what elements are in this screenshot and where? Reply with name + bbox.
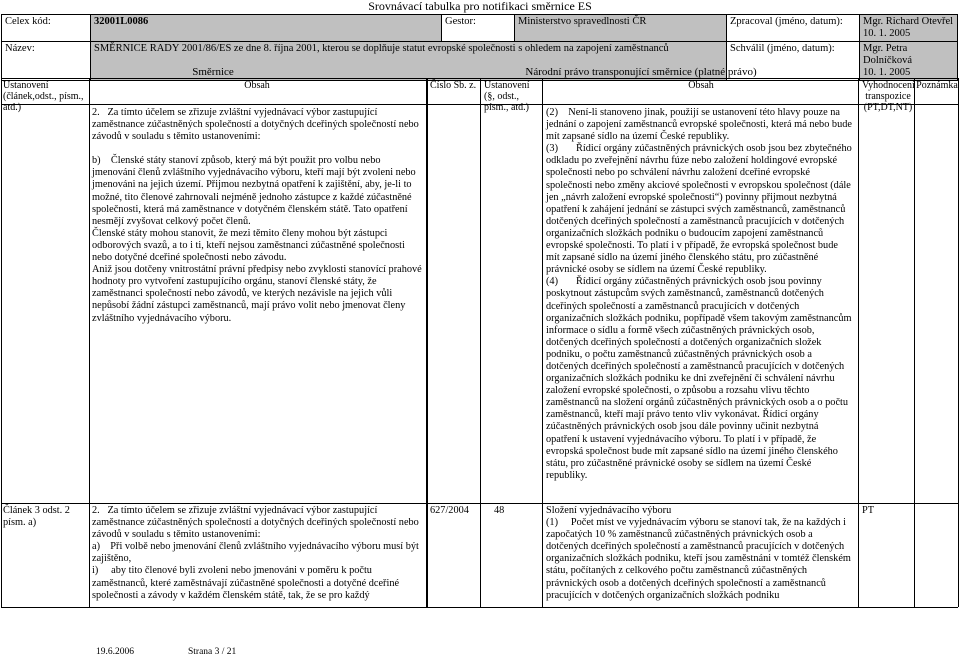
zpracoval-label: Zpracoval (jméno, datum):	[727, 15, 860, 42]
zpracoval-date: 10. 1. 2005	[863, 28, 911, 39]
row2-ustanoveni: Článek 3 odst. 2 písm. a)	[3, 505, 70, 529]
col-poznamka: Poznámka	[916, 80, 958, 91]
row1-left-p3: Členské státy mohou stanovit, že mezi těmito členy mohou být zástupci odborových svazů, a to i ti, kteří nejsou zaměstnanci zúčastněné společnosti nebo dotyčné dceřiné společnosti nebo závodu.	[92, 227, 405, 264]
row1-right-p1: (2) Není-li stanoveno jinak, použijí se ustanovení této hlavy pouze na jednání o zapojení zaměstnanců evropské společnosti, která má nebo bude mít zapsané sídlo na území České republiky.	[546, 107, 852, 143]
col-ustanoveni-left: Ustanovení (článek,odst., písm., atd.)	[3, 80, 84, 113]
zpracoval-value: Mgr. Richard Otevřel	[863, 16, 954, 27]
col-vyhodnoceni: Vyhodnocení transpozice (PT,DT,NT)	[862, 80, 915, 113]
gestor-value: Ministerstvo spravedlnosti ČR	[515, 15, 727, 42]
footer-date: 19.6.2006	[96, 647, 134, 657]
row1-left-p1: 2. Za tímto účelem se zřizuje zvláštní vyjednávací výbor zastupující zaměstnance zúčastněných společností a dotyčných dceřiných společností nebo závodů v souladu s těmito ustanoveními:	[92, 107, 419, 143]
schvalil-date: 10. 1. 2005	[863, 67, 911, 78]
col-obsah-right: Obsah	[688, 80, 714, 91]
row1-left-p4: Aniž jsou dotčeny vnitrostátní právní předpisy nebo zvyklosti stanovící prahové hodnoty pro vytvoření zastupujícího orgánu, stanoví členské státy, že zaměstnanci společností nebo závodů, ve kterých nezávisle na jejich vůli nepůsobí žádní zástupci zaměstnanců, mají právo volit nebo jmenovat členy zvláštního vyjednávacího výboru.	[92, 264, 422, 324]
row2-paragraf: 48	[494, 505, 505, 516]
section-smernice: Směrnice	[192, 66, 234, 78]
col-cislo: Číslo Sb. z.	[430, 80, 477, 91]
schvalil-label: Schválil (jméno, datum):	[727, 42, 860, 81]
page-title: Srovnávací tabulka pro notifikaci směrnice ES	[368, 0, 592, 13]
section-narodni-pravo: Národní právo transponující směrnice (platné právo)	[525, 66, 757, 78]
schvalil-cell	[860, 42, 958, 81]
schvalil-value: Mgr. Petra Dolníčková	[863, 43, 912, 66]
row2-left-p2: a) Při volbě nebo jmenování členů zvláštního vyjednávacího výboru musí být zajištěno,	[92, 541, 419, 565]
col-obsah-left: Obsah	[244, 80, 270, 91]
row1-obsah-narodni	[546, 107, 854, 482]
zpracoval-cell	[860, 15, 958, 42]
row1-right-p2: (3) Řídicí orgány zúčastněných právnických osob jsou bez zbytečného odkladu po zveřejnění návrhu fúze nebo založení holdingové evropské společnosti nebo po schválení návrhu založení dceřiné evropské společnosti nebo změny akciové společnosti v evropskou společnost (dále jen „návrh založení evropské společnosti“) povinny přijmout nezbytná opatření k zahájení jednání se zástupci svých zaměstnanců, zaměstnanců dotčených dceřiných společností a zaměstnanců pracujících v dotčených organizačních složkách podniku o budoucím zapojení zaměstnanců evropské společnosti. To platí i v případě, že evropská společnost bude mít zapsané sídlo na území jiného členského státu, pro zúčastněné právnické osoby se sídlem na území České republiky.	[546, 143, 852, 276]
celex-label: Celex kód:	[2, 15, 91, 42]
row2-left-p3: i) aby tito členové byli zvoleni nebo jmenováni v poměru k počtu zaměstnanců, které zaměstnávají zúčastněné společnosti a dotyčné dceřiné společnosti a závody v každém členském státě, tak, že se pro každý	[92, 565, 400, 601]
row1-right-p3: (4) Řídicí orgány zúčastněných právnických osob jsou povinny poskytnout zástupcům svých zaměstnanců, zaměstnanců dotčených dceřiných společností a zaměstnanců pracujících v dotčených organizačních složkách podniku, popřípadě všem takovým zaměstnancům informace o sídlu a formě všech zúčastněných právnických osob, dotčených dceřiných společností a dotčených organizačních složek podniku, o počtu zaměstnanců zúčastněných právnických osob a dotčených dceřiných společností a zaměstnanců pracujících v dotčených organizačních složkách podniku ke dni zveřejnění či schválení návrhu založení evropské společnosti, o způsobu a rozsahu vlivu těchto zaměstnanců na složení orgánů zúčastněných právnických osob a o počtu zaměstnanců, kteří mají právo tento vliv vykonávat. Řídicí orgány zúčastněných právnických osob jsou dále povinny učinit nezbytná opatření k ustavení vyjednávacího výboru. To platí i v případě, že evropská společnost bude mít zapsané sídlo na území jiného členského státu, pro zúčastněné právnické osoby se sídlem na území České republiky.	[546, 276, 852, 481]
footer-page: Strana 3 / 21	[188, 647, 237, 657]
row2-right-p1: Složení vyjednávacího výboru	[546, 505, 672, 516]
celex-value: 32001L0086	[91, 15, 442, 42]
nazev-label: Název:	[2, 42, 91, 81]
row1-left-p2: b) Členské státy stanoví způsob, který má být použit pro volbu nebo jmenování členů zvláštního vyjednávacího výboru, kteří mají být zvoleni nebo jmenováni na jejich území. Přijmou nezbytná opatření k zajištění, aby, je-li to možné, tito členové zahrnovali nejméně jednoho zástupce z každé zúčastněné společnosti, která má zaměstnance v dotyčném členském státě. Tato opatření nesmějí zvyšovat celkový počet členů.	[92, 155, 416, 227]
row2-right-p2: (1) Počet míst ve vyjednávacím výboru se stanoví tak, že na každých i započatých 10 % zaměstnanců zúčastněných právnických osob a dotčených dceřiných společností a zaměstnanců pracujících v dotčených organizačních složkách podniku, kteří jsou zaměstnáni v tomtéž členském státu, počítaných z celkového počtu zaměstnanců zúčastněných právnických osob a dotčených dceřiných společností a zaměstnanců pracujících v dotčených organizačních složkách podniku	[546, 517, 851, 601]
nazev-value: SMĚRNICE RADY 2001/86/ES ze dne 8. října 2001, kterou se doplňuje statut evropské společnosti s ohledem na zapojení zaměstnanců	[91, 42, 727, 81]
row2-left-p1: 2. Za tímto účelem se zřizuje zvláštní vyjednávací výbor zastupující zaměstnance zúčastněných společností a dotyčných dceřiných společností nebo závodů v souladu s těmito ustanoveními:	[92, 505, 419, 541]
row1-obsah-smernice	[92, 107, 422, 325]
col-ustanoveni-right: Ustanovení (§, odst., písm., atd.)	[484, 80, 530, 113]
row2-cislo: 627/2004	[430, 505, 469, 516]
row2-vyhodnoceni: PT	[862, 505, 875, 516]
gestor-label: Gestor:	[442, 15, 515, 42]
row2-obsah-narodni	[546, 505, 854, 607]
row2-obsah-smernice	[92, 505, 422, 607]
